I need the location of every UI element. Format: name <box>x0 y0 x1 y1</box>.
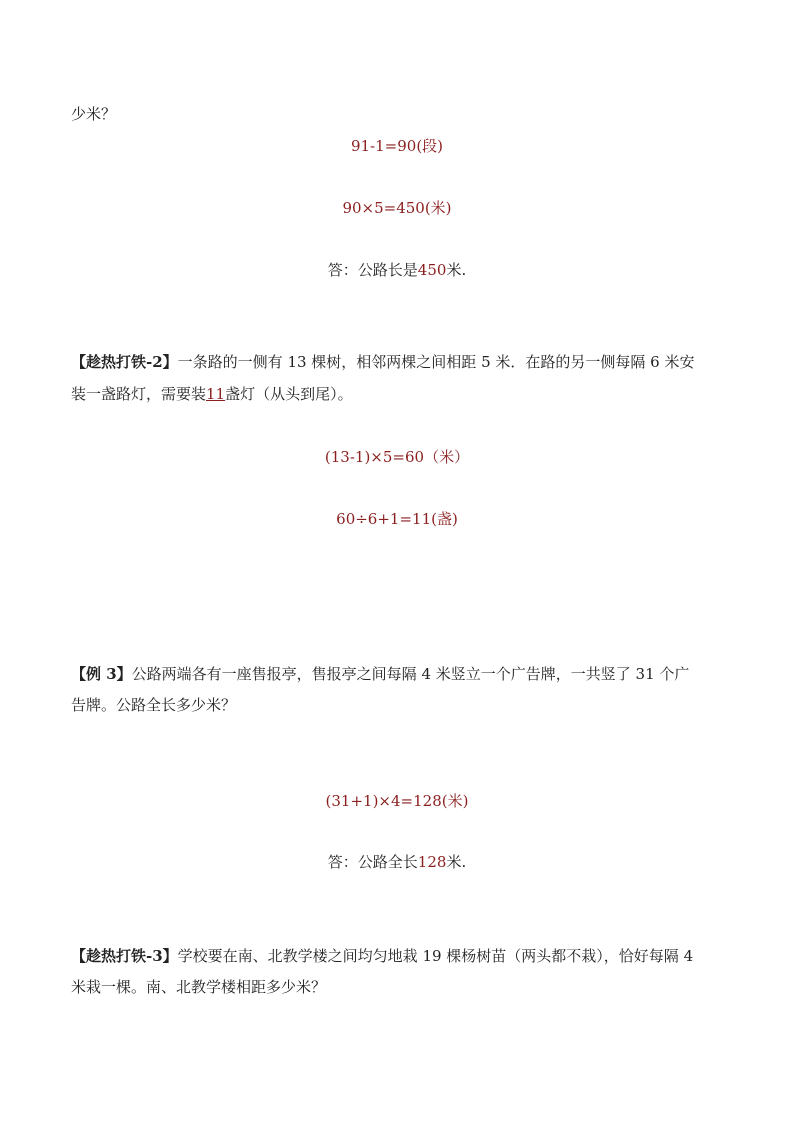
question-tag: 【例 3】 <box>71 665 132 683</box>
question-tag: 【趁热打铁-3】 <box>71 947 178 965</box>
question-line <box>71 663 726 684</box>
question-line <box>71 945 726 966</box>
answer-prefix: 答：公路长是 <box>327 261 418 279</box>
previous-question-tail: 少米？ <box>71 105 117 123</box>
answer-value: 450 <box>417 261 447 279</box>
solution-step: 60÷6+1=11(盏) <box>336 510 458 528</box>
solution-step: (13-1)×5=60（米） <box>324 448 470 466</box>
answer-value: 128 <box>417 853 447 871</box>
question-line: 告牌。公路全长多少米？ <box>71 696 237 714</box>
question-line: 米栽一棵。南、北教学楼相距多少米？ <box>71 978 327 996</box>
answer-line <box>0 259 794 280</box>
answer-suffix: 米. <box>446 853 467 871</box>
answer-suffix: 米. <box>446 261 467 279</box>
question-line <box>71 351 726 372</box>
question-text: 装一盏路灯，需要装 <box>71 385 207 403</box>
question-text: 公路两端各有一座售报亭，售报亭之间每隔 4 米竖立一个广告牌，一共竖了 31 个广 <box>131 665 690 683</box>
answer-blank: 11 <box>206 385 226 403</box>
answer-prefix: 答：公路全长 <box>327 853 418 871</box>
question-text: 盏灯（从头到尾）。 <box>225 385 353 403</box>
question-text: 学校要在南、北教学楼之间均匀地栽 19 棵杨树苗（两头都不栽），恰好每隔 4 <box>177 947 694 965</box>
question-tag: 【趁热打铁-2】 <box>71 353 178 371</box>
solution-step: 91-1=90(段) <box>350 137 444 155</box>
question-line <box>71 383 726 404</box>
solution-step: 90×5=450(米) <box>342 199 452 217</box>
solution-step: (31+1)×4=128(米) <box>325 792 469 810</box>
question-text: 一条路的一侧有 13 棵树，相邻两棵之间相距 5 米．在路的另一侧每隔 6 米安 <box>177 353 695 371</box>
answer-line <box>0 851 794 872</box>
